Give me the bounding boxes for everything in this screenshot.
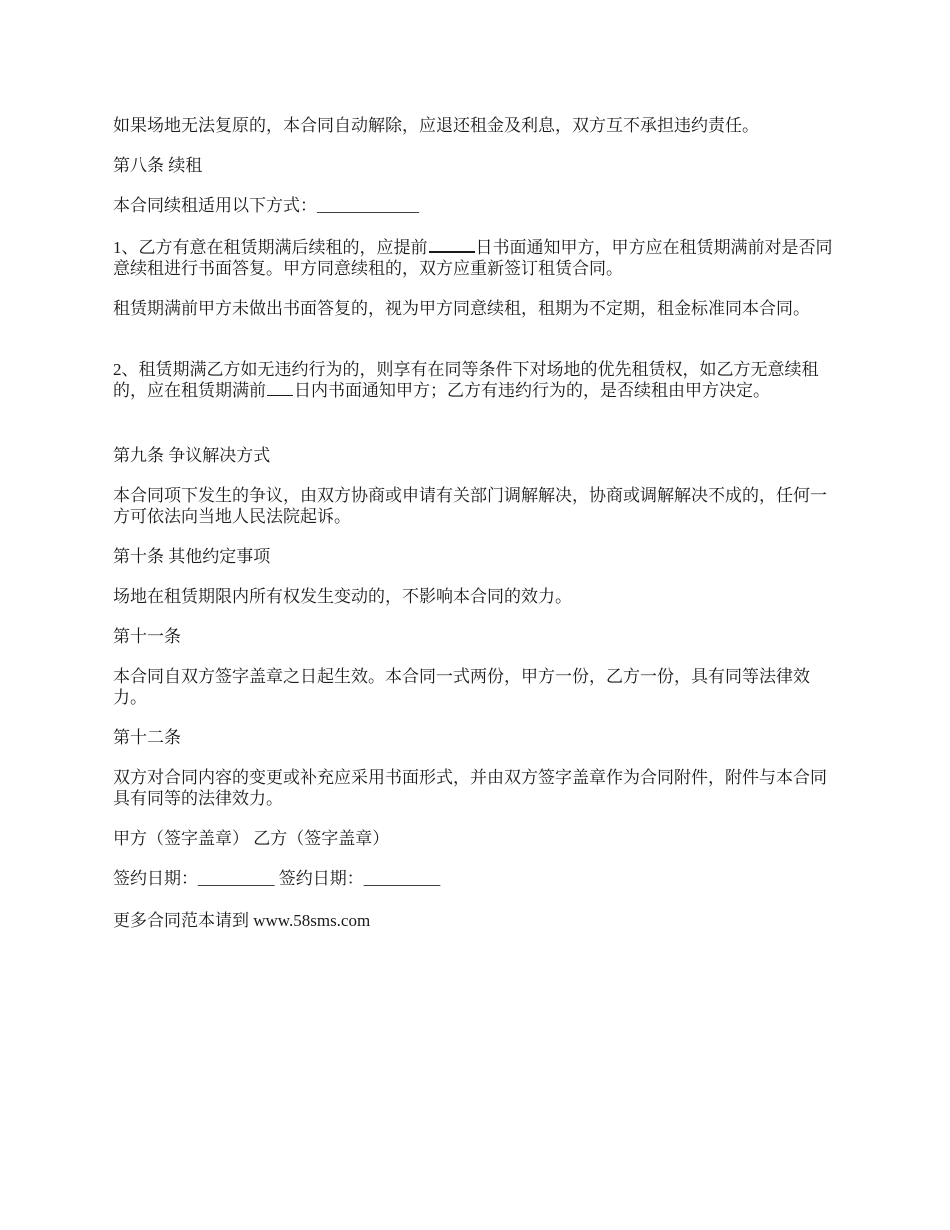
signature-line: 甲方（签字盖章） 乙方（签字盖章）	[113, 829, 390, 848]
item1-text-before: 1、乙方有意在租赁期满后续租的，应提前	[113, 238, 428, 257]
heading-article-9: 第九条 争议解决方式	[113, 446, 271, 465]
paragraph-effective: 本合同自双方签字盖章之日起生效。本合同一式两份，甲方一份，乙方一份，具有同等法律效力。	[113, 667, 810, 707]
notice-days-blank-2	[267, 381, 293, 396]
sign-date-line: 签约日期：_________ 签约日期：_________	[113, 869, 441, 888]
paragraph-amendment: 双方对合同内容的变更或补充应采用书面形式，并由双方签字盖章作为合同附件，附件与本合同具有同等的法律效力。	[113, 768, 827, 808]
heading-article-10: 第十条 其他约定事项	[113, 547, 271, 566]
item1-text-after: 日书面通知甲方，甲方应在租赁期满前对是否同意续租进行书面答复。甲方同意续租的，双方应重新签订租赁合同。	[113, 238, 833, 278]
paragraph-no-reply: 租赁期满前甲方未做出书面答复的，视为甲方同意续租，租期为不定期，租金标准同本合同。	[113, 299, 810, 318]
footer-link-text: 更多合同范本请到 www.58sms.com	[113, 911, 371, 930]
paragraph-dispute: 本合同项下发生的争议，由双方协商或申请有关部门调解解决，协商或调解解决不成的，任何一方可依法向当地人民法院起诉。	[113, 486, 827, 526]
paragraph-renewal-item-1	[113, 237, 841, 279]
item2-text-before: 2、租赁期满乙方如无违约行为的，则享有在同等条件下对场地的优先租赁权，如乙方无意续租的，应在租赁期满前	[113, 360, 819, 400]
heading-article-8: 第八条 续租	[113, 156, 203, 175]
item2-text-after: 日内书面通知甲方；乙方有违约行为的，是否续租由甲方决定。	[294, 381, 770, 400]
notice-days-blank	[429, 237, 475, 253]
paragraph-restoration: 如果场地无法复原的，本合同自动解除，应退还租金及利息，双方互不承担违约责任。	[113, 116, 759, 135]
heading-article-12: 第十二条	[113, 728, 181, 747]
paragraph-renewal-item-2	[113, 359, 841, 401]
paragraph-ownership: 场地在租赁期限内所有权发生变动的，不影响本合同的效力。	[113, 587, 572, 606]
heading-article-11: 第十一条	[113, 627, 181, 646]
paragraph-renewal-method: 本合同续租适用以下方式：____________	[113, 196, 419, 215]
